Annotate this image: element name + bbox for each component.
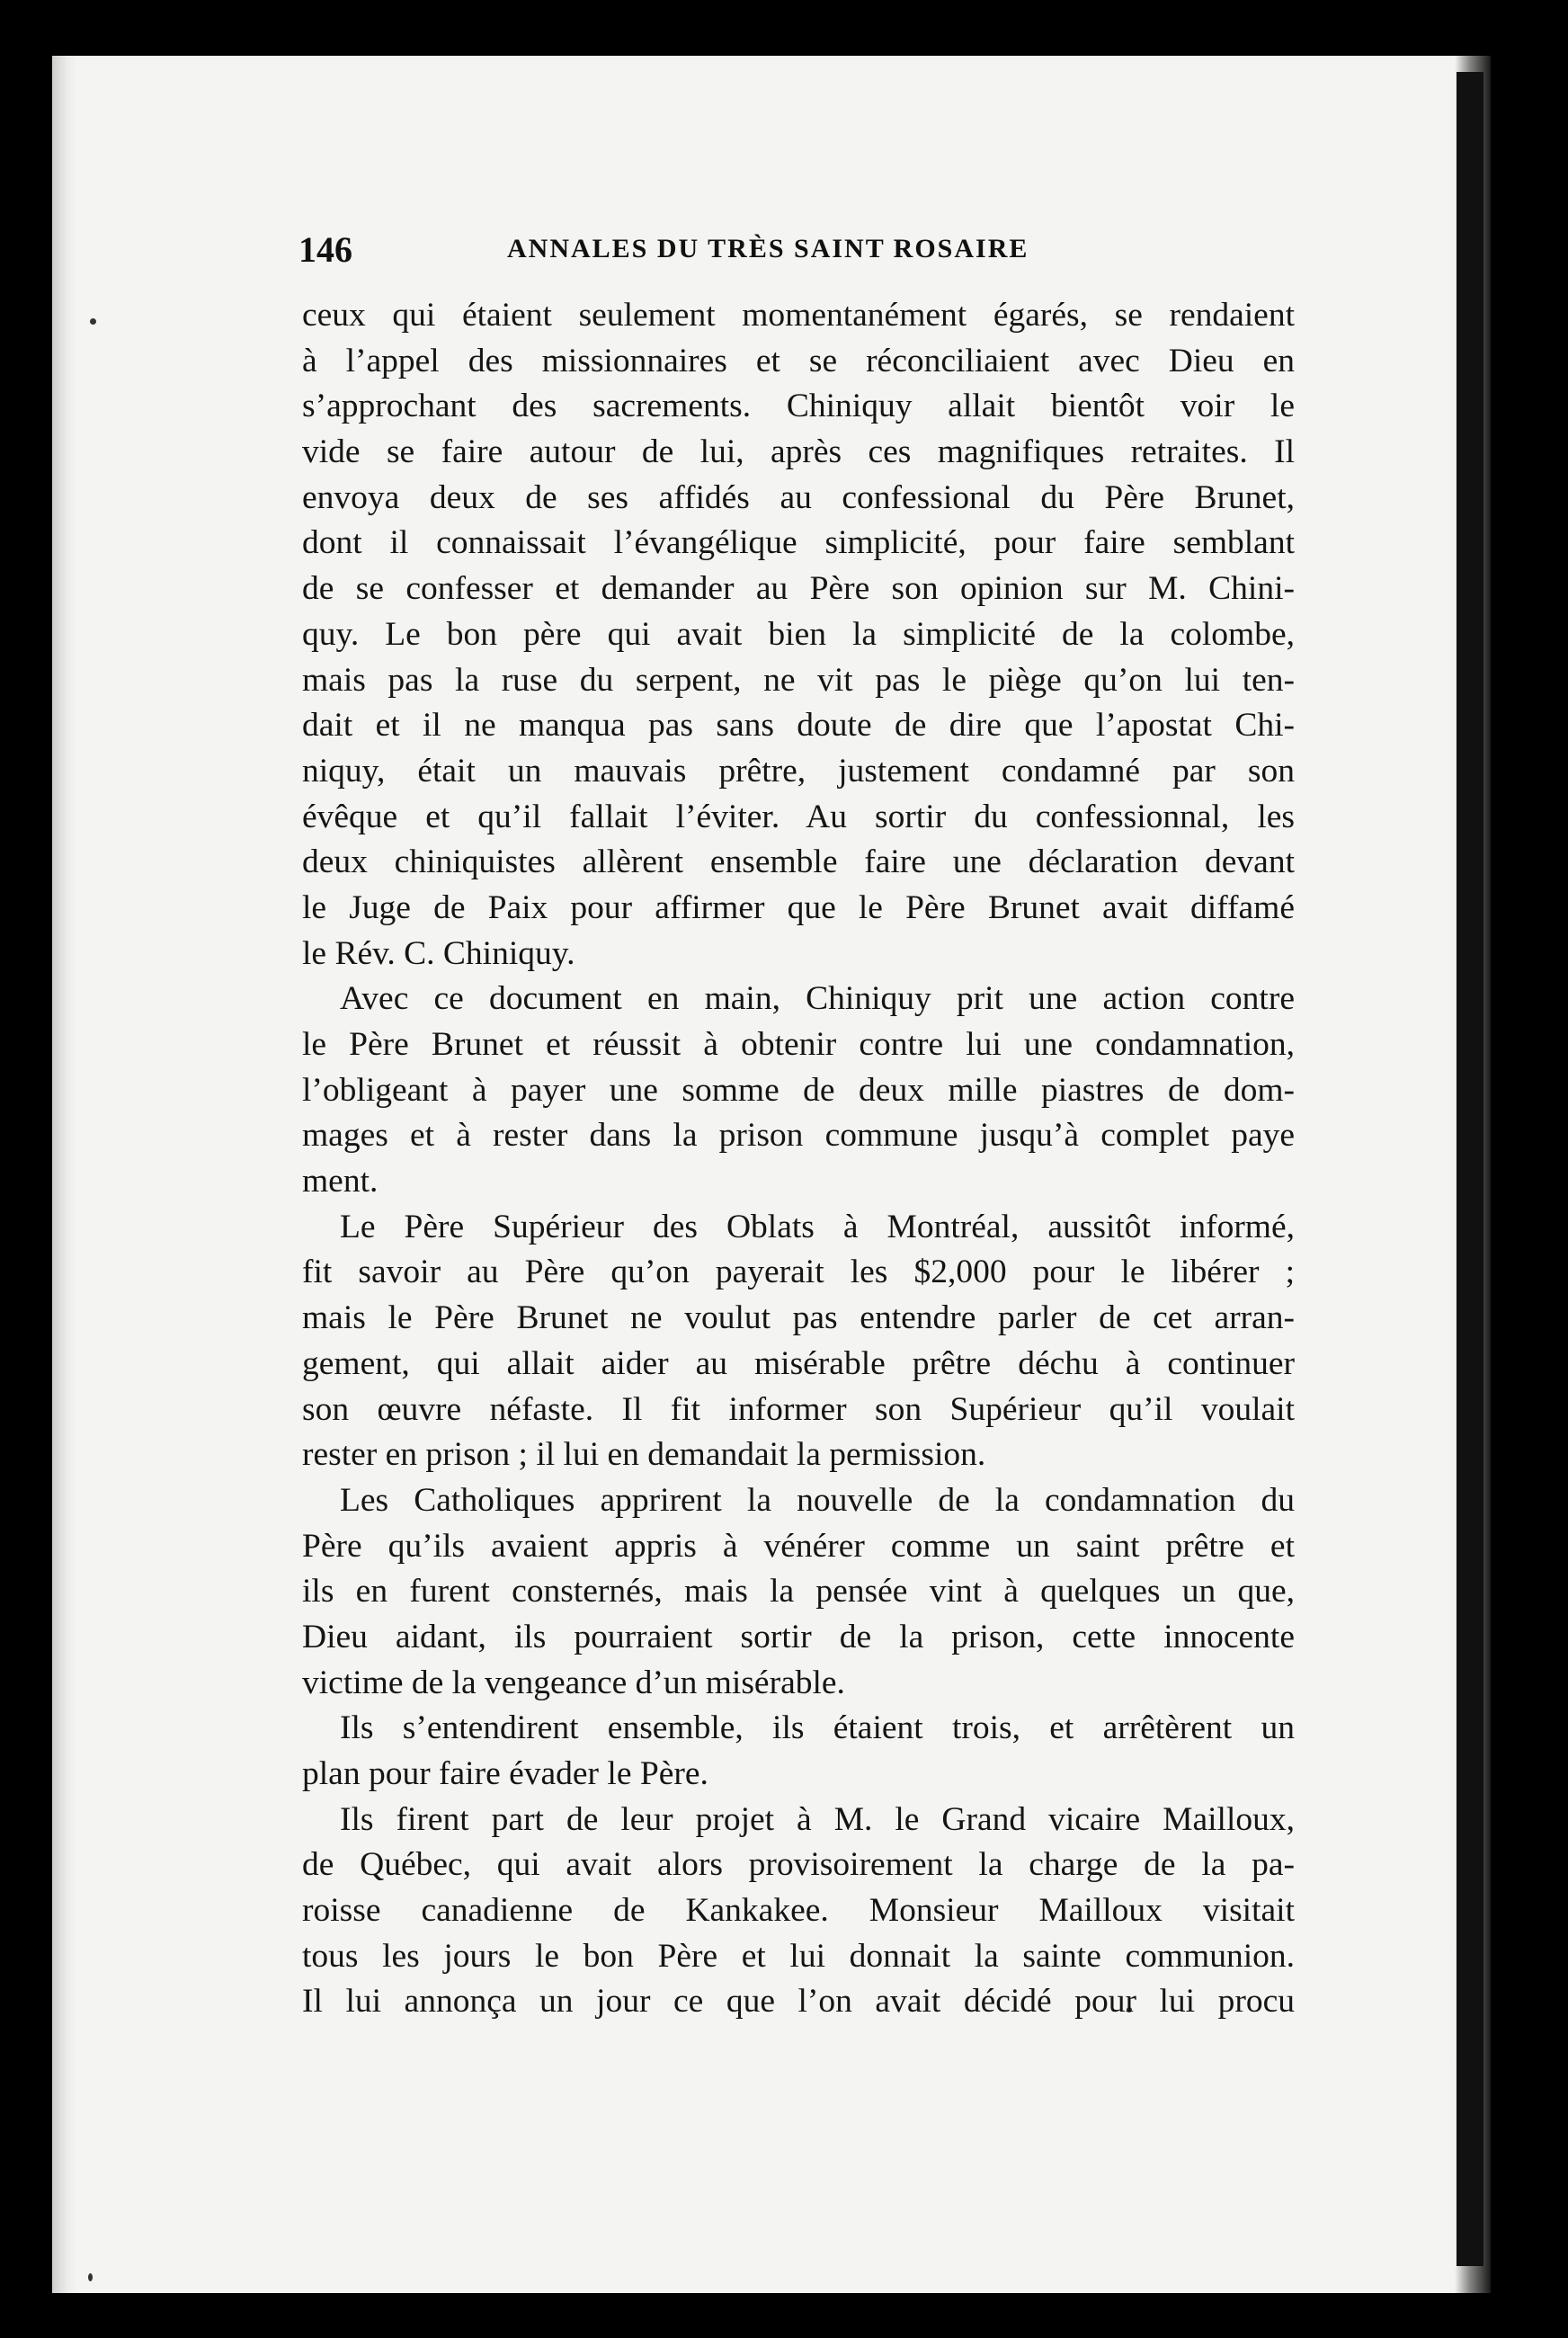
text-line: de se confesser et demander au Père son opinion sur M. Chini-	[302, 570, 1295, 608]
text-line: mages et à rester dans la prison commune jusqu’à complet paye	[302, 1117, 1295, 1155]
text-line: Père qu’ils avaient appris à vénérer comme un saint prêtre et	[302, 1527, 1295, 1565]
text-line: plan pour faire évader le Père.	[302, 1755, 708, 1792]
text-line: roisse canadienne de Kankakee. Monsieur Mailloux visitait	[302, 1892, 1295, 1930]
dust-speck	[90, 318, 96, 325]
text-line: Avec ce document en main, Chiniquy prit une action contre	[340, 980, 1295, 1018]
text-line: s’approchant des sacrements. Chiniquy allait bientôt voir le	[302, 388, 1295, 425]
text-line: ment.	[302, 1163, 379, 1200]
page-header	[298, 221, 1332, 284]
dust-speck	[88, 2273, 93, 2281]
text-line: évêque et qu’il fallait l’éviter. Au sortir du confessionnal, les	[302, 798, 1295, 835]
text-line: Les Catholiques apprirent la nouvelle de la condamnation du	[340, 1481, 1295, 1519]
text-line: envoya deux de ses affidés au confessional du Père Brunet,	[302, 478, 1295, 516]
book-spine	[1457, 72, 1483, 2266]
text-line: victime de la vengeance d’un misérable.	[302, 1664, 845, 1701]
text-line: quy. Le bon père qui avait bien la simplicité de la colombe,	[302, 615, 1295, 653]
text-line: le Père Brunet et réussit à obtenir contre lui une condamnation,	[302, 1026, 1295, 1063]
text-line: gement, qui allait aider au misérable prêtre déchu à continuer	[302, 1344, 1295, 1382]
page-left-edge	[52, 56, 77, 2293]
text-line: de Québec, qui avait alors provisoirement la charge de la pa-	[302, 1846, 1295, 1884]
text-line: deux chiniquistes allèrent ensemble faire une déclaration devant	[302, 843, 1295, 881]
text-line: Le Père Supérieur des Oblats à Montréal, aussitôt informé,	[340, 1208, 1295, 1245]
text-line: ceux qui étaient seulement momentanément égarés, se rendaient	[302, 297, 1295, 334]
text-line: le Juge de Paix pour affirmer que le Père Brunet avait diffamé	[302, 888, 1295, 926]
text-line: dont il connaissait l’évangélique simplicité, pour faire semblant	[302, 524, 1295, 562]
text-line: ils en furent consternés, mais la pensée vint à quelques un que,	[302, 1573, 1295, 1611]
page-number: 146	[298, 229, 352, 270]
text-line: Ils s’entendirent ensemble, ils étaient trois, et arrêtèrent un	[340, 1709, 1295, 1747]
text-line: le Rév. C. Chiniquy.	[302, 934, 575, 972]
text-line: l’obligeant à payer une somme de deux mille piastres de dom-	[302, 1071, 1295, 1109]
running-title: ANNALES DU TRÈS SAINT ROSAIRE	[507, 234, 1029, 263]
text-line: fit savoir au Père qu’on payerait les $2,000 pour le libérer ;	[302, 1254, 1295, 1291]
text-line: rester en prison ; il lui en demandait la permission.	[302, 1436, 986, 1474]
text-line: dait et il ne manqua pas sans doute de dire que l’apostat Chi-	[302, 707, 1295, 745]
text-line: niquy, était un mauvais prêtre, justement condamné par son	[302, 752, 1295, 790]
text-line: son œuvre néfaste. Il fit informer son Supérieur qu’il voulait	[302, 1390, 1295, 1428]
text-line: mais pas la ruse du serpent, ne vit pas le piège qu’on lui ten-	[302, 661, 1295, 699]
text-line: tous les jours le bon Père et lui donnait la sainte communion.	[302, 1937, 1295, 1975]
text-line: à l’appel des missionnaires et se réconciliaient avec Dieu en	[302, 342, 1295, 379]
text-line: Il lui annonça un jour ce que l’on avait décidé pour lui procu	[302, 1983, 1295, 2021]
text-line: Dieu aidant, ils pourraient sortir de la prison, cette innocente	[302, 1618, 1295, 1655]
text-line: mais le Père Brunet ne voulut pas entendre parler de cet arran-	[302, 1299, 1295, 1337]
text-line: Ils firent part de leur projet à M. le Grand vicaire Mailloux,	[340, 1800, 1295, 1838]
body-text	[302, 293, 1295, 2025]
text-line: vide se faire autour de lui, après ces magnifiques retraites. Il	[302, 433, 1295, 471]
